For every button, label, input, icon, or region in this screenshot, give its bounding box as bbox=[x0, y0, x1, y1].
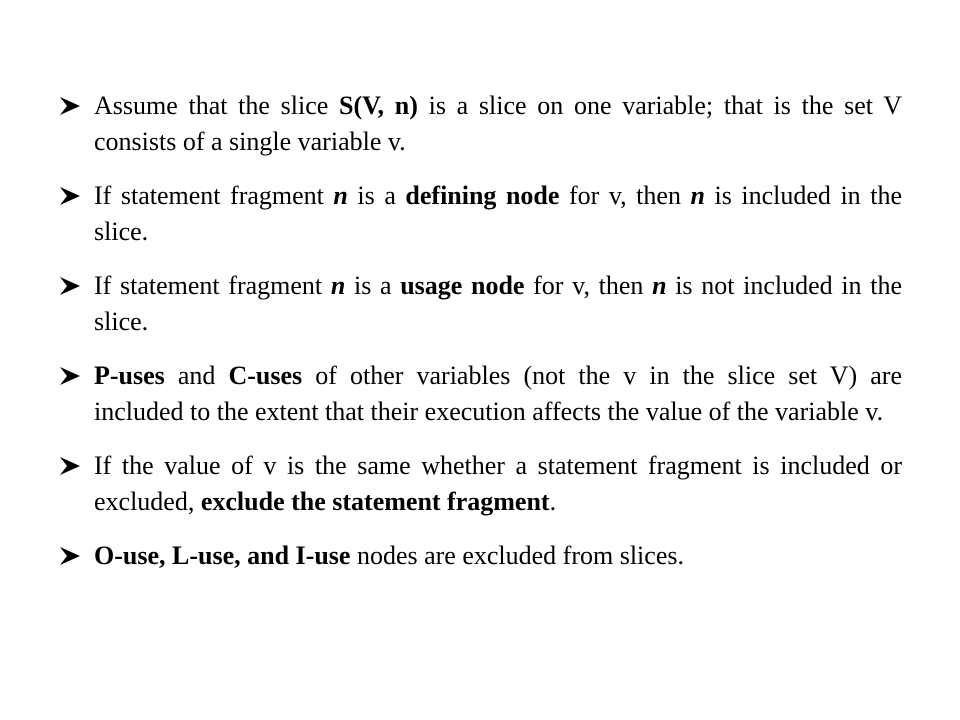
text-segment: nodes are excluded from slices. bbox=[350, 541, 684, 570]
text-segment: n bbox=[330, 271, 346, 300]
text-segment: usage node bbox=[400, 271, 525, 300]
text-segment: exclude the statement fragment bbox=[200, 487, 550, 516]
bullet-text bbox=[94, 541, 684, 570]
bullet-text bbox=[94, 181, 902, 246]
arrowhead-bullet-icon bbox=[60, 457, 80, 475]
text-segment: is a slice on one variable; that is the set V consists of a single variable v. bbox=[94, 91, 902, 156]
arrowhead-bullet-icon bbox=[60, 547, 80, 565]
bullet-item bbox=[60, 358, 902, 430]
arrowhead-bullet-icon bbox=[60, 97, 80, 115]
text-segment: and bbox=[164, 361, 229, 390]
text-segment: Assume that the slice bbox=[94, 91, 340, 120]
arrowhead-bullet-icon bbox=[60, 277, 80, 295]
text-segment: for v, then bbox=[524, 271, 653, 300]
text-segment: is not included in the slice. bbox=[94, 271, 902, 336]
text-segment: If statement fragment bbox=[94, 181, 334, 210]
bullet-list bbox=[60, 88, 902, 592]
text-segment: O-use, L-use, and I-use bbox=[94, 541, 351, 570]
text-segment: If the value of v is the same whether a statement fragment is included or excluded, bbox=[94, 451, 902, 516]
text-segment: n bbox=[690, 181, 705, 210]
bullet-text bbox=[94, 91, 902, 156]
text-segment: for v, then bbox=[559, 181, 691, 210]
bullet-text bbox=[94, 271, 902, 336]
text-segment: is a bbox=[345, 271, 401, 300]
bullet-text bbox=[94, 451, 902, 516]
bullet-text bbox=[94, 361, 902, 426]
text-segment: n bbox=[333, 181, 348, 210]
bullet-item bbox=[60, 538, 902, 574]
text-segment: n bbox=[652, 271, 667, 300]
text-segment: . bbox=[549, 487, 557, 516]
bullet-item bbox=[60, 88, 902, 160]
bullet-item bbox=[60, 178, 902, 250]
text-segment: is included in the slice. bbox=[94, 181, 902, 246]
text-segment: is a bbox=[347, 181, 406, 210]
text-segment: If statement fragment bbox=[94, 271, 331, 300]
text-segment: C-uses bbox=[228, 361, 303, 390]
text-segment: defining node bbox=[405, 181, 560, 210]
arrowhead-bullet-icon bbox=[60, 187, 80, 205]
bullet-item bbox=[60, 448, 902, 520]
text-segment: of other variables (not the v in the slice set V) are included to the extent that their execution affects the value of the variable v. bbox=[94, 361, 902, 426]
bullet-item bbox=[60, 268, 902, 340]
text-segment: P-uses bbox=[94, 361, 165, 390]
text-segment: S(V, n) bbox=[339, 91, 418, 120]
arrowhead-bullet-icon bbox=[60, 367, 80, 385]
